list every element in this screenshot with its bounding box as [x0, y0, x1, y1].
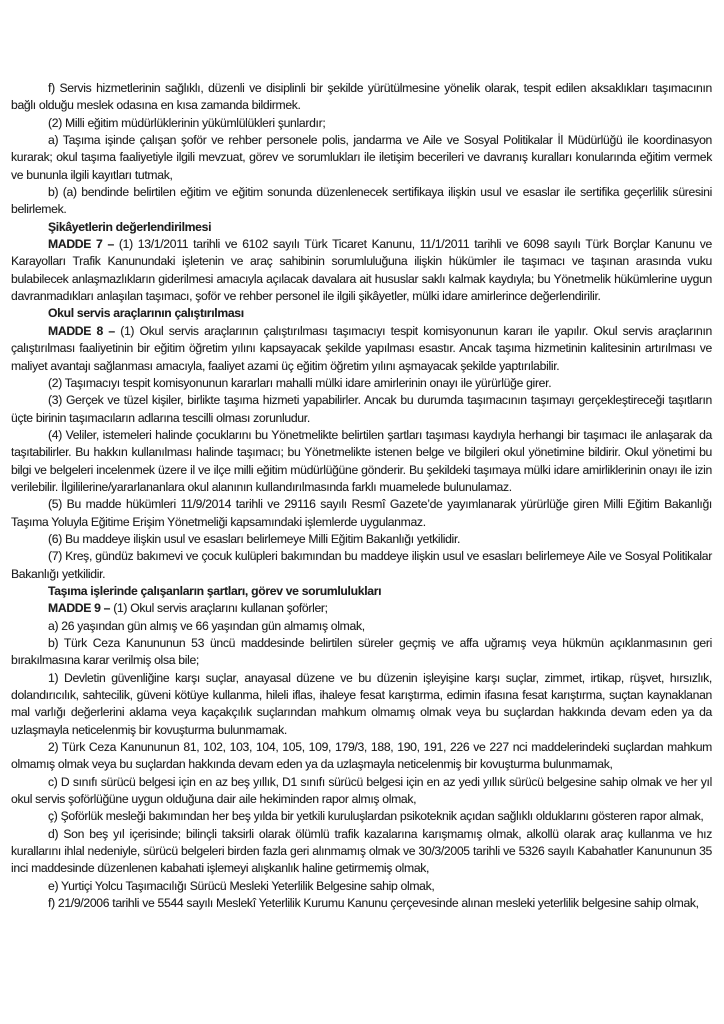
paragraph — [11, 323, 712, 375]
text-segment: e) Yurtiçi Yolcu Taşımacılığı Sürücü Mesleki Yeterlilik Belgesine sahip olmak, — [48, 878, 435, 893]
text-segment: a) 26 yaşından gün almış ve 66 yaşından gün almamış olmak, — [48, 618, 365, 633]
paragraph — [11, 531, 712, 548]
paragraph — [11, 132, 712, 184]
bold-text-segment: Şikâyetlerin değerlendirilmesi — [48, 219, 212, 234]
paragraph — [11, 80, 712, 115]
section-heading — [11, 219, 712, 236]
text-segment: (2) Taşımacıyı tespit komisyonunun kararları mahalli mülki idare amirlerinin onayı ile yürürlüğe girer. — [48, 375, 552, 390]
paragraph — [11, 895, 712, 912]
text-segment: (4) Veliler, istemeleri halinde çocuklarını bu Yönetmelikte belirtilen şartları taşıması kaydıyla herhangi bir taşımacı ile anlaşarak da taşıtabilirler. Bu hakkın kullanılması halinde taşımacı; bu Yönetmelikte istenen belge ve bilgileri okul yönetimine bildirir. Okul yönetimi bu bilgi ve belgeleri incelenmek üzere il ve ilçe milli eğitim müdürlüğüne gönderir. Bu şekildeki taşımaya mülki idare amirliklerinin onayı ile izin verilebilir. İlgililerine/yararlananlara okul alanının kullandırılmasında farklı muamelede bulunulamaz. — [11, 427, 712, 494]
section-heading — [11, 305, 712, 322]
text-segment: (1) Okul servis araçlarının çalıştırılması taşımacıyı tespit komisyonunun kararı ile yapılır. Okul servis araçlarının çalıştırılması faaliyetinin bir eğitim öğretim yılını kapsayacak şekilde yapılması esastır. Ancak taşıma hizmetinin kalitesinin artırılması ve maliyet avantajı sağlanması amacıyla, faaliyet azami üç eğitim öğretim yılını aşmayacak şekilde yaptırılabilir. — [11, 323, 712, 373]
paragraph — [11, 774, 712, 809]
paragraph — [11, 236, 712, 305]
bold-text-segment: MADDE 8 – — [48, 323, 121, 338]
text-segment: c) D sınıfı sürücü belgesi için en az beş yıllık, D1 sınıfı sürücü belgesi için en az yedi yıllık sürücü belgesine sahip olmak ve her yıl okul servis şoförlüğüne uygun olduğuna dair aile hekiminden rapor almış olmak, — [11, 774, 712, 807]
text-segment: (6) Bu maddeye ilişkin usul ve esasları belirlemeye Milli Eğitim Bakanlığı yetkilidir. — [48, 531, 461, 546]
text-segment: (3) Gerçek ve tüzel kişiler, birlikte taşıma hizmeti yapabilirler. Ancak bu durumda taşımacının taşımayı gerçekleştireceği taşıtların üçte birinin taşımacıların adlarına tescilli olması zorunludur. — [11, 393, 712, 425]
paragraph — [11, 618, 712, 635]
text-segment: (7) Kreş, gündüz bakımevi ve çocuk kulüpleri bakımından bu maddeye ilişkin usul ve esasları belirlemeye Aile ve Sosyal Politikalar Bakanlığı yetkilidir. — [11, 549, 712, 581]
paragraph — [11, 392, 712, 427]
paragraph — [11, 878, 712, 895]
paragraph — [11, 496, 712, 531]
bold-text-segment: MADDE 7 – — [48, 237, 119, 252]
document-body — [11, 80, 712, 913]
bold-text-segment: MADDE 9 – — [48, 601, 114, 616]
bold-text-segment: Okul servis araçlarının çalıştırılması — [48, 306, 244, 321]
paragraph — [11, 670, 712, 739]
text-segment: 2) Türk Ceza Kanununun 81, 102, 103, 104, 105, 109, 179/3, 188, 190, 191, 226 ve 227 nci maddelerindeki suçlardan mahkum olmamış olmak veya bu suçlardan hakkında devam eden ya da uzlaşmayla neticelenmiş bir kovuşturma bulunmamak, — [11, 740, 712, 772]
text-segment: a) Taşıma işinde çalışan şoför ve rehber personele polis, jandarma ve Aile ve Sosyal Politikalar İl Müdürlüğü ile koordinasyon kurarak; okul taşıma faaliyetiyle ilgili mevzuat, görev ve sorumlukları ile iletişim becerileri ve davranış kuralları konularında eğitim vermek ve bununla ilgili kayıtları tutmak, — [11, 133, 712, 182]
text-segment: (1) Okul servis araçlarını kullanan şoförler; — [113, 601, 328, 616]
text-segment: f) Servis hizmetlerinin sağlıklı, düzenli ve disiplinli bir şekilde yürütülmesine yönelik olarak, tespit edilen aksaklıkları taşımacının bağlı olduğu meslek odasına en kısa zamanda bildirmek. — [11, 81, 712, 113]
text-segment: b) (a) bendinde belirtilen eğitim ve eğitim sonunda düzenlenecek sertifikaya ilişkin usul ve esaslar ile sertifika geçerlilik süresini belirlemek. — [11, 185, 712, 217]
text-segment: d) Son beş yıl içerisinde; bilinçli taksirli olarak ölümlü trafik kazalarına karışmamış olmak, alkollü olarak araç kullanma ve hız kurallarını ihlal nedeniyle, sürücü belgeleri birden fazla geri alınmamış olmak ve 30/3/2005 tarihli ve 5326 sayılı Kabahatler Kanununun 35 inci maddesinde düzenlenen kabahati işlemeyi alışkanlık haline getirmemiş olmak, — [11, 826, 712, 876]
text-segment: b) Türk Ceza Kanununun 53 üncü maddesinde belirtilen süreler geçmiş ve affa uğramış veya hükmün açıklanmasının geri bırakılmasına karar verilmiş olsa bile; — [11, 636, 712, 668]
paragraph — [11, 184, 712, 219]
paragraph — [11, 375, 712, 392]
paragraph — [11, 739, 712, 774]
paragraph — [11, 548, 712, 583]
paragraph — [11, 826, 712, 878]
paragraph — [11, 635, 712, 670]
text-segment: (1) 13/1/2011 tarihli ve 6102 sayılı Türk Ticaret Kanunu, 11/1/2011 tarihli ve 6098 sayılı Türk Borçlar Kanunu ve Karayolları Trafik Kanunundaki işletenin ve araç sahibinin sorumluluğuna ilişkin hükümler ile taşımacı ve taşınan arasında vuku bulabilecek anlaşmazlıkların giderilmesi amacıyla açılacak davalara ait hususlar saklı kalmak kaydıyla; bu Yönetmelik hükümlerine uygun davranmadıkları anlaşılan taşımacı, şoför ve rehber personel ile ilgili şikâyetler, mülki idare amirlerince değerlendirilir. — [11, 237, 712, 304]
paragraph — [11, 600, 712, 617]
bold-text-segment: Taşıma işlerinde çalışanların şartları, görev ve sorumlulukları — [48, 583, 382, 598]
text-segment: (5) Bu madde hükümleri 11/9/2014 tarihli ve 29116 sayılı Resmî Gazete’de yayımlanarak yürürlüğe giren Milli Eğitim Bakanlığı Taşıma Yoluyla Eğitime Erişim Yönetmeliği kapsamındaki işlemlerde uygulanmaz. — [11, 497, 712, 529]
paragraph — [11, 427, 712, 496]
text-segment: (2) Milli eğitim müdürlüklerinin yükümlülükleri şunlardır; — [48, 115, 326, 130]
paragraph — [11, 808, 712, 825]
text-segment: 1) Devletin güvenliğine karşı suçlar, anayasal düzene ve bu düzenin işleyişine karşı suçlar, zimmet, irtikap, rüşvet, hırsızlık, dolandırıcılık, sahtecilik, güveni kötüye kullanma, hileli iflas, ihaleye fesat karıştırma, edimin ifasına fesat karıştırma, suçtan kaynaklanan mal varlığı değerlerini aklama veya kaçakçılık suçlarından mahkum olmamış olmak veya bu suçlardan hakkında devam eden ya da uzlaşmayla neticelenmiş bir kovuşturma bulunmamak. — [11, 670, 712, 737]
paragraph — [11, 115, 712, 132]
text-segment: f) 21/9/2006 tarihli ve 5544 sayılı Meslekî Yeterlilik Kurumu Kanunu çerçevesinde alınan mesleki yeterlilik belgesine sahip olmak, — [48, 896, 699, 911]
section-heading — [11, 583, 712, 600]
text-segment: ç) Şoförlük mesleği bakımından her beş yılda bir yetkili kuruluşlardan psikoteknik açıdan sağlıklı olduklarını gösteren rapor almak, — [48, 809, 704, 824]
